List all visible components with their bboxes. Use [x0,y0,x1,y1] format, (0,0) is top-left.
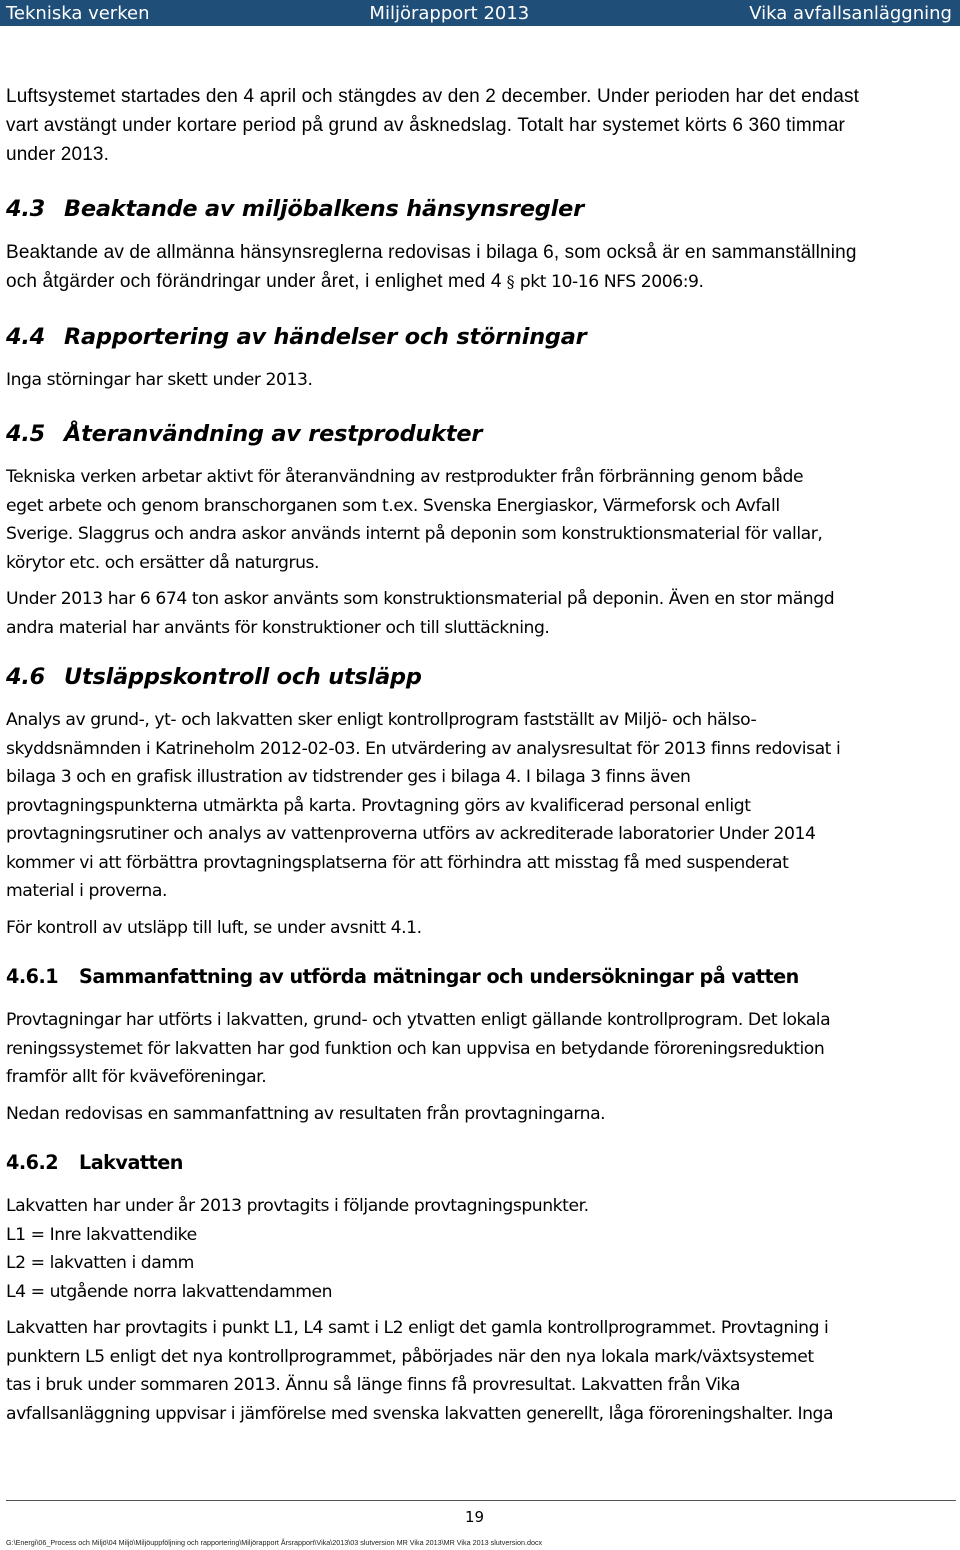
paragraph-line: Lakvatten har provtagits i punkt L1, L4 samt i L2 enligt det gamla kontrollprogrammet. Provtagning i [6,1318,829,1338]
paragraph-line: provtagningspunkterna utmärkta på karta. Provtagning görs av kvalificerad personal enligt [6,795,751,816]
heading-number: 4.6.2 [6,1151,59,1174]
heading-number: 4.3 [6,196,46,222]
intro-line: vart avstängt under kortare period på grund av åsknedslag. Totalt har systemet körts 6 360 timmar [6,115,846,136]
paragraph-line: andra material har använts för konstruktioner och till sluttäckning. [6,617,550,638]
paragraph-line: framför allt för kväveföreningar. [6,1067,267,1087]
header-site: Vika avfallsanläggning [749,2,952,24]
intro-line: Luftsystemet startades den 4 april och stängdes av den 2 december. Under perioden har det endast [6,86,860,107]
paragraph-line: eget arbete och genom branschorganen som t.ex. Svenska Energiaskor, Värmeforsk och Avfall [6,495,780,516]
paragraph-line: Tekniska verken arbetar aktivt för återanvändning av restprodukter från förbränning genom både [6,467,804,487]
paragraph-line: avfallsanläggning uppvisar i jämförelse med svenska lakvatten generellt, låga föroreningshalter. Inga [6,1403,834,1424]
running-header [0,0,960,26]
paragraph-line: tas i bruk under sommaren 2013. Ännu så länge finns få provresultat. Lakvatten från Vika [6,1375,740,1395]
intro-paragraph [6,82,952,169]
paragraph-line [6,267,952,297]
heading-4-6-2 [6,1148,952,1178]
heading-4-6-1 [6,962,952,992]
page-body [6,82,952,1428]
heading-title: Rapportering av händelser och störningar [64,323,587,350]
text-run: och åtgärder och förändringar under året, i enlighet med 4 [6,271,502,292]
heading-number: 4.6.1 [6,965,59,988]
paragraph-line: För kontroll av utsläpp till luft, se under avsnitt 4.1. [6,917,422,938]
list-item: L2 = lakvatten i damm [6,1253,194,1273]
paragraph-line: Beaktande av de allmänna hänsynsreglerna redovisas i bilaga 6, som också är en sammanställning [6,242,857,263]
section-4-6-para-1 [6,706,952,906]
paragraph-line: körytor etc. och ersätter då naturgrus. [6,552,320,573]
section-sign: § [506,272,515,291]
heading-4-6 [6,662,952,692]
section-4-6-2-para-2 [6,1314,952,1428]
heading-4-4 [6,322,952,352]
list-item: L4 = utgående norra lakvattendammen [6,1281,333,1302]
heading-number: 4.6 [6,664,46,690]
paragraph-line: Analys av grund-, yt- och lakvatten sker enligt kontrollprogram fastställt av Miljö- och hälso- [6,710,757,730]
paragraph-line: kommer vi att förbättra provtagningsplatserna för att förhindra att misstag få med suspenderat [6,852,789,873]
section-4-5-para-2 [6,585,952,642]
paragraph-line: Under 2013 har 6 674 ton askor använts som konstruktionsmaterial på deponin. Även en stor mängd [6,589,835,609]
heading-title: Utsläppskontroll och utsläpp [64,664,422,690]
paragraph-line: Provtagningar har utförts i lakvatten, grund- och ytvatten enligt gällande kontrollprogram. Det lokala [6,1010,831,1030]
text-run: pkt 10-16 NFS 2006:9. [519,272,704,292]
header-report-title: Miljörapport 2013 [369,2,530,24]
heading-title: Beaktande av miljöbalkens hänsynsregler [64,196,584,222]
paragraph-line: reningssystemet för lakvatten har god funktion och kan uppvisa en betydande föroreningsreduktion [6,1038,825,1059]
sampling-points-list [6,1192,952,1306]
heading-4-5 [6,419,952,449]
heading-title: Lakvatten [79,1151,183,1174]
paragraph-line: Nedan redovisas en sammanfattning av resultaten från provtagningarna. [6,1103,606,1124]
heading-number: 4.5 [6,421,46,447]
section-4-6-1-para-1 [6,1006,952,1092]
paragraph-line: material i proverna. [6,881,167,901]
header-org: Tekniska verken [6,2,150,24]
footer-divider [6,1500,956,1501]
paragraph-line: Lakvatten har under år 2013 provtagits i följande provtagningspunkter. [6,1196,589,1216]
paragraph-line: provtagningsrutiner och analys av vattenproverna utförs av ackrediterade laboratorier Under 2014 [6,824,816,844]
paragraph-line: Sverige. Slaggrus och andra askor används internt på deponin som konstruktionsmaterial för vallar, [6,524,823,544]
heading-title: Sammanfattning av utförda mätningar och undersökningar på vatten [79,965,799,988]
paragraph-line: skyddsnämnden i Katrineholm 2012-02-03. En utvärdering av analysresultat för 2013 finns redovisat i [6,738,841,759]
heading-title: Återanvändning av restprodukter [64,421,483,447]
section-4-5-para-1 [6,463,952,577]
intro-line: under 2013. [6,144,110,165]
heading-4-3 [6,194,952,224]
list-item: L1 = Inre lakvattendike [6,1224,197,1245]
paragraph-line: punktern L5 enligt det nya kontrollprogrammet, påbörjades när den nya lokala mark/växtsystemet [6,1346,814,1367]
section-4-3-text [6,238,952,297]
heading-number: 4.4 [6,323,46,350]
paragraph-line: Inga störningar har skett under 2013. [6,369,313,390]
paragraph-line: bilaga 3 och en grafisk illustration av tidstrender ges i bilaga 4. I bilaga 3 finns även [6,767,691,787]
page-number: 19 [465,1508,485,1526]
file-path: G:\Energi\06_Process och Miljö\04 Miljö\Miljöuppföljning och rapportering\Miljörapport Årsrapport\Vika\2013\03 slutversion MR Vika 2013\MR Vika 2013 slutversion.docx [6,1538,543,1547]
